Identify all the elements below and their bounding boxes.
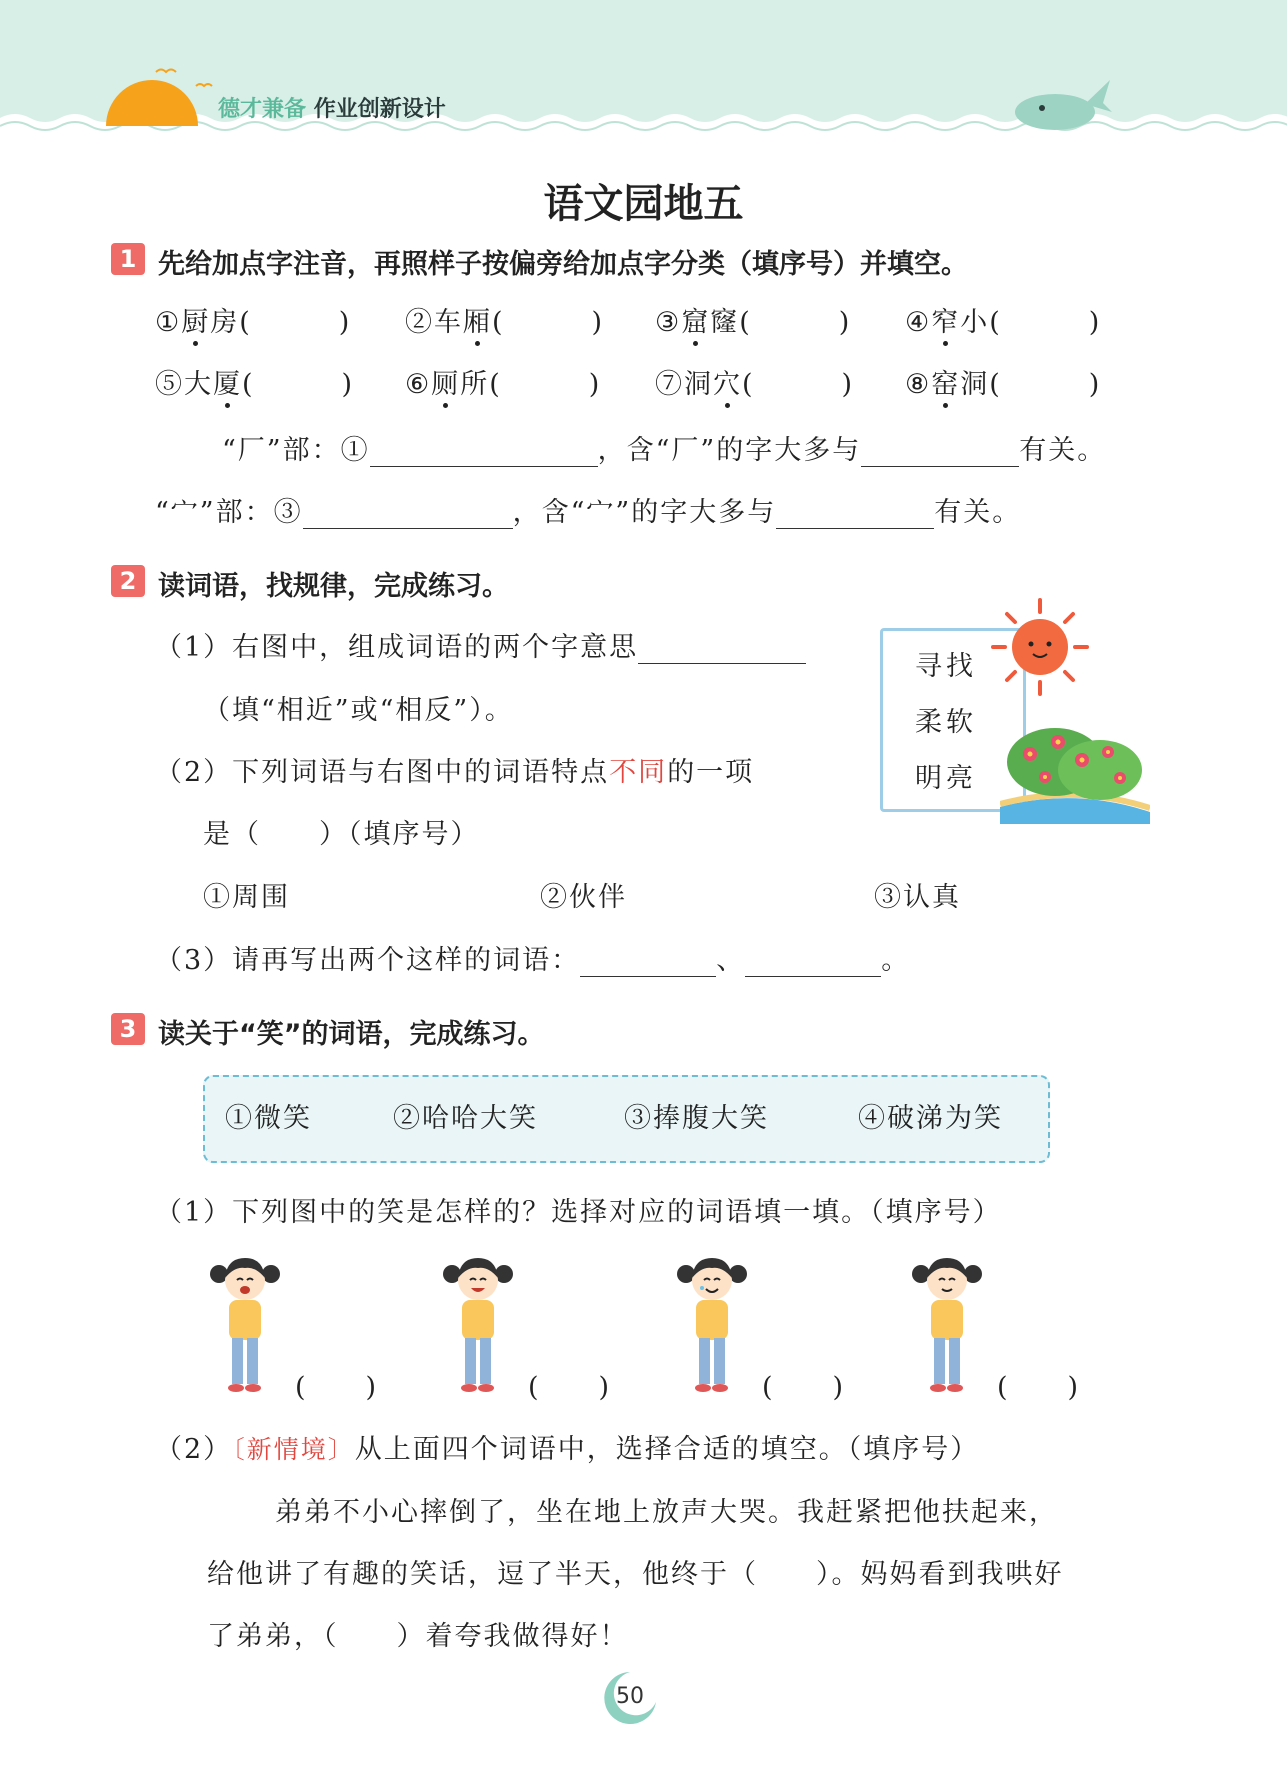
q1-item bbox=[405, 362, 601, 401]
q1-line2-c: 有关。 bbox=[934, 497, 1022, 528]
laughing-girl-figure bbox=[438, 1252, 518, 1400]
q1-line-2 bbox=[155, 490, 1021, 529]
laugh-word-2: ②哈哈大笑 bbox=[393, 1103, 538, 1134]
q1-item bbox=[905, 362, 1101, 401]
card-word-2: 柔软 bbox=[915, 707, 977, 738]
answer-blank[interactable] bbox=[370, 438, 598, 467]
card-word-1: 寻找 bbox=[915, 651, 977, 682]
pinyin-answer-slot[interactable]: ( ) bbox=[739, 307, 852, 338]
question-1-text: 先给加点字注音，再照样子按偏旁给加点字分类（填序号）并填空。 bbox=[158, 249, 968, 280]
q2-p3-sep: 、 bbox=[716, 945, 746, 976]
q1-item bbox=[905, 300, 1101, 339]
q1-item bbox=[155, 300, 351, 339]
dotted-char: 窄 bbox=[931, 300, 960, 339]
laughing-girl-figure bbox=[907, 1252, 987, 1400]
figure-answer-slot[interactable]: ( ) bbox=[528, 1372, 612, 1403]
flower-bush-illustration bbox=[1000, 712, 1150, 824]
item-text-post: 房 bbox=[210, 307, 240, 338]
item-number: ⑤ bbox=[155, 369, 184, 400]
pinyin-answer-slot[interactable]: ( ) bbox=[489, 369, 602, 400]
item-text-post: 洞 bbox=[960, 369, 990, 400]
item-number: ③ bbox=[655, 307, 682, 338]
q2-p3-a: （3）请再写出两个这样的词语： bbox=[155, 945, 581, 976]
item-number: ② bbox=[405, 307, 434, 338]
item-number: ⑥ bbox=[405, 369, 432, 400]
dotted-char: 窑 bbox=[931, 362, 960, 401]
laughing-girl-figure bbox=[672, 1252, 752, 1400]
story-line-3: 了弟弟，（ ）着夸我做得好！ bbox=[207, 1621, 629, 1652]
new-context-tag: 〔新情境〕 bbox=[232, 1435, 355, 1464]
q1-item bbox=[655, 300, 851, 339]
laughing-girl-figure bbox=[205, 1252, 285, 1400]
dotted-char: 厨 bbox=[181, 300, 210, 339]
q2-part1 bbox=[155, 625, 806, 664]
question-3-text: 读关于“笑”的词语，完成练习。 bbox=[158, 1019, 545, 1050]
card-word-3: 明亮 bbox=[915, 763, 977, 794]
item-number: ⑦ bbox=[655, 369, 684, 400]
page-number: 50 bbox=[616, 1684, 644, 1709]
pinyin-answer-slot[interactable]: ( ) bbox=[989, 369, 1102, 400]
q2-p2-red: 不同 bbox=[609, 757, 668, 788]
q2-p1-a: （1）右图中，组成词语的两个字意思 bbox=[155, 632, 639, 663]
answer-blank[interactable] bbox=[861, 438, 1019, 467]
story-line-1: 弟弟不小心摔倒了，坐在地上放声大哭。我赶紧把他扶起来， bbox=[275, 1497, 1058, 1528]
dotted-char: 厕 bbox=[431, 362, 460, 401]
q2-part2 bbox=[155, 750, 754, 789]
figure-answer-slot[interactable]: ( ) bbox=[997, 1372, 1081, 1403]
pinyin-answer-slot[interactable]: ( ) bbox=[742, 369, 855, 400]
q2-p3-end: 。 bbox=[881, 945, 911, 976]
q2-p1-b: （填“相近”或“相反”）。 bbox=[203, 695, 514, 726]
q1-item bbox=[405, 300, 604, 339]
brand-label bbox=[218, 92, 446, 123]
page-title: 语文园地五 bbox=[543, 181, 744, 227]
q1-line2-b: ，含“宀”的字大多与 bbox=[512, 497, 777, 528]
dotted-char: 窟 bbox=[681, 300, 710, 339]
figure-answer-slot[interactable]: ( ) bbox=[762, 1372, 846, 1403]
q1-line1-b: ，含“厂”的字大多与 bbox=[597, 435, 862, 466]
q3-p2-a: （2） bbox=[155, 1434, 233, 1465]
item-text-pre: 洞 bbox=[684, 369, 713, 400]
pinyin-answer-slot[interactable]: ( ) bbox=[492, 307, 605, 338]
pinyin-answer-slot[interactable]: ( ) bbox=[242, 369, 355, 400]
q1-line-1 bbox=[222, 428, 1106, 467]
laugh-word-4: ④破涕为笑 bbox=[858, 1103, 1003, 1134]
question-number-3: 3 bbox=[111, 1013, 145, 1045]
answer-blank[interactable] bbox=[580, 948, 716, 977]
q1-line1-a: “厂”部：① bbox=[222, 435, 370, 466]
question-number-1: 1 bbox=[111, 243, 145, 275]
question-2-text: 读词语，找规律，完成练习。 bbox=[158, 571, 509, 602]
page-header bbox=[0, 0, 1287, 150]
q2-part3 bbox=[155, 938, 910, 977]
q2-p2-a: （2）下列词语与右图中的词语特点 bbox=[155, 757, 610, 788]
q2-option-1: ①周围 bbox=[203, 882, 290, 913]
dotted-char: 厢 bbox=[463, 300, 492, 339]
header-decoration bbox=[0, 0, 1287, 150]
laugh-word-1: ①微笑 bbox=[225, 1103, 312, 1134]
sun-icon bbox=[106, 80, 198, 126]
answer-blank[interactable] bbox=[303, 500, 513, 529]
q1-item bbox=[155, 362, 354, 401]
dotted-char: 穴 bbox=[713, 362, 742, 401]
q1-item bbox=[655, 362, 854, 401]
item-number: ④ bbox=[905, 307, 932, 338]
item-text-post: 窿 bbox=[710, 307, 740, 338]
story-line-2: 给他讲了有趣的笑话，逗了半天，他终于（ ）。妈妈看到我哄好 bbox=[207, 1559, 1064, 1590]
pinyin-answer-slot[interactable]: ( ) bbox=[989, 307, 1102, 338]
brand-green-text: 德才兼备 bbox=[218, 97, 307, 122]
item-text-pre: 大 bbox=[184, 369, 213, 400]
figure-answer-slot[interactable]: ( ) bbox=[295, 1372, 379, 1403]
item-text-pre: 车 bbox=[434, 307, 463, 338]
q2-option-3: ③认真 bbox=[874, 882, 961, 913]
brand-dark-text: 作业创新设计 bbox=[313, 97, 446, 122]
answer-blank[interactable] bbox=[638, 635, 806, 664]
pinyin-answer-slot[interactable]: ( ) bbox=[239, 307, 352, 338]
q2-p2-b: 的一项 bbox=[667, 757, 755, 788]
dotted-char: 厦 bbox=[213, 362, 242, 401]
item-number: ① bbox=[155, 307, 182, 338]
answer-blank[interactable] bbox=[745, 948, 881, 977]
answer-blank[interactable] bbox=[776, 500, 934, 529]
item-number: ⑧ bbox=[905, 369, 932, 400]
item-text-post: 小 bbox=[960, 307, 990, 338]
q3-p1: （1）下列图中的笑是怎样的？选择对应的词语填一填。（填序号） bbox=[155, 1197, 1002, 1228]
q3-p2-b: 从上面四个词语中，选择合适的填空。（填序号） bbox=[354, 1434, 980, 1465]
q3-part2 bbox=[155, 1427, 979, 1466]
laugh-word-3: ③捧腹大笑 bbox=[624, 1103, 769, 1134]
item-text-post: 所 bbox=[460, 369, 490, 400]
sun-illustration bbox=[985, 592, 1095, 702]
q2-p2-c: 是（ ）（填序号） bbox=[203, 819, 480, 850]
q2-option-2: ②伙伴 bbox=[540, 882, 627, 913]
q1-line1-c: 有关。 bbox=[1019, 435, 1107, 466]
question-number-2: 2 bbox=[111, 565, 145, 597]
q1-line2-a: “宀”部：③ bbox=[155, 497, 303, 528]
